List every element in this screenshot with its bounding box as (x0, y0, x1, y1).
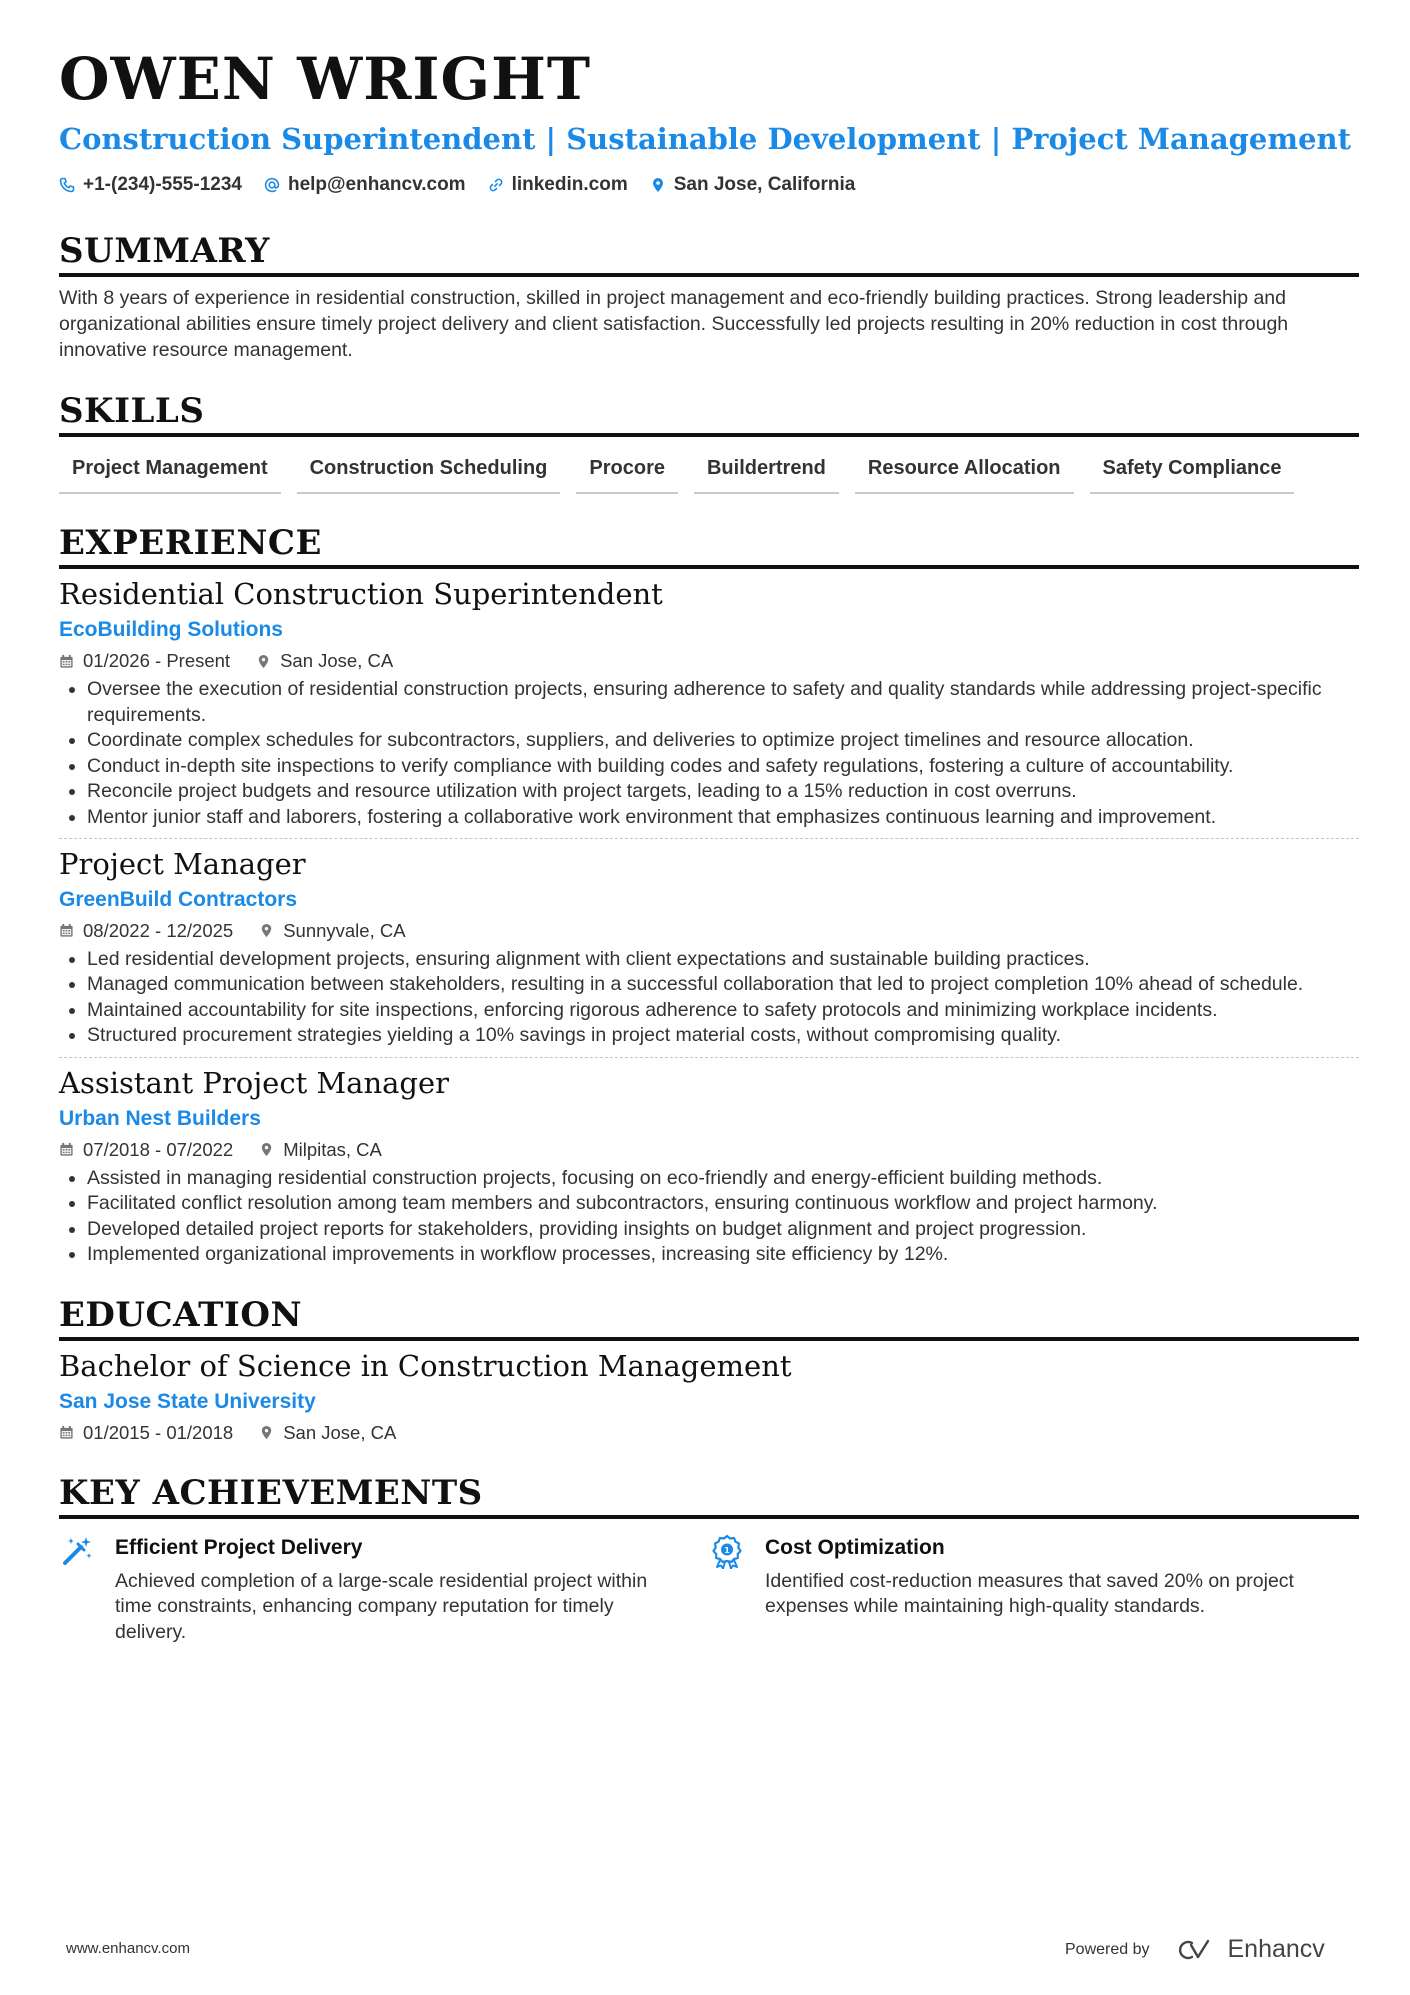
experience-entry (59, 1066, 1359, 1268)
bullet-item: • Managed communication between stakeholders, resulting in a successful collaboration that led to project completion 10% ahead of schedule. (87, 972, 1359, 998)
map-pin-icon (259, 1142, 274, 1157)
job-dates-text: 08/2022 - 12/2025 (83, 919, 234, 941)
experience-entry (59, 847, 1359, 1058)
skill-tag: Buildertrend (694, 447, 839, 494)
job-title: Project Manager (59, 847, 306, 882)
enhancv-logo[interactable] (1174, 1935, 1325, 1964)
skills-section (59, 392, 1359, 494)
skill-tag: Resource Allocation (855, 447, 1074, 494)
section-title-skills: SKILLS (59, 392, 1359, 437)
map-pin-icon (259, 1425, 274, 1440)
link-icon (488, 177, 504, 193)
job-title: Assistant Project Manager (59, 1065, 449, 1100)
calendar-icon (59, 923, 74, 938)
job-dates (59, 1139, 233, 1161)
achievement-description: Identified cost-reduction measures that saved 20% on project expenses while maintaining high-quality standards. (765, 1569, 1294, 1618)
job-dates-text: 07/2018 - 07/2022 (83, 1138, 234, 1160)
footer-website[interactable]: www.enhancv.com (66, 1940, 190, 1957)
education-meta (59, 1422, 1359, 1444)
skill-tag: Project Management (59, 447, 281, 494)
achievement-title: Cost Optimization (765, 1535, 945, 1559)
phone-icon (59, 177, 75, 193)
headline: Construction Superintendent | Sustainable Development | Project Management (59, 122, 1352, 156)
footer-branding (1065, 1935, 1325, 1964)
school-name: San Jose State University (59, 1389, 316, 1413)
section-title-achievements: KEY ACHIEVEMENTS (59, 1474, 1359, 1519)
achievement-item (59, 1533, 709, 1646)
bullet-item: • Developed detailed project reports for stakeholders, providing insights on budget alignment and project progression. (87, 1217, 1359, 1243)
linkedin-text: linkedin.com (511, 174, 628, 195)
contact-location (650, 174, 856, 196)
degree-title: Bachelor of Science in Construction Management (59, 1348, 792, 1383)
bullet-item: • Assisted in managing residential construction projects, focusing on eco-friendly and energy-efficient building methods. (87, 1166, 1359, 1192)
brand-name: Enhancv (1227, 1935, 1325, 1963)
education-dates-text: 01/2015 - 01/2018 (83, 1421, 234, 1443)
resume-page (59, 45, 1359, 1645)
bullet-item: • Mentor junior staff and laborers, fostering a collaborative work environment that emphasizes continuous learning and improvement. (87, 805, 1359, 831)
bullet-item: • Led residential development projects, ensuring alignment with client expectations and sustainable building practices. (87, 947, 1359, 973)
map-pin-icon (256, 654, 271, 669)
job-location (259, 920, 405, 942)
svg-text:1: 1 (724, 1545, 730, 1555)
candidate-name: OWEN WRIGHT (59, 45, 592, 113)
summary-section (59, 232, 1359, 363)
contact-email[interactable] (264, 174, 466, 196)
location-text: San Jose, California (673, 174, 856, 195)
section-title-education: EDUCATION (59, 1296, 1359, 1341)
contact-phone[interactable] (59, 174, 242, 196)
job-location-text: Milpitas, CA (283, 1138, 382, 1160)
at-icon (264, 177, 280, 193)
bullet-item: • Implemented organizational improvements in workflow processes, increasing site efficiency by 12%. (87, 1242, 1359, 1268)
section-title-experience: EXPERIENCE (59, 524, 1359, 569)
job-location (256, 650, 393, 672)
wand-icon (59, 1533, 95, 1569)
experience-entry (59, 577, 1359, 839)
bullet-item: • Structured procurement strategies yielding a 10% savings in project material costs, without compromising quality. (87, 1023, 1359, 1049)
job-dates-text: 01/2026 - Present (83, 650, 231, 672)
map-pin-icon (259, 923, 274, 938)
company-name: EcoBuilding Solutions (59, 618, 283, 642)
achievements-section (59, 1474, 1359, 1646)
bullet-item: • Reconcile project budgets and resource utilization with project targets, leading to a 15% reduction in cost overruns. (87, 779, 1359, 805)
education-location (259, 1422, 396, 1444)
entry-divider (59, 1057, 1359, 1058)
section-title-summary: SUMMARY (59, 232, 1359, 277)
education-section (59, 1296, 1359, 1444)
phone-text: +1-(234)-555-1234 (83, 174, 242, 195)
contact-bar (59, 174, 1359, 196)
bullet-item: • Oversee the execution of residential construction projects, ensuring adherence to safety and quality standards while addressing project-specific requirements. (87, 677, 1359, 728)
skill-tag: Safety Compliance (1090, 447, 1295, 494)
job-bullets (59, 1166, 1359, 1268)
bullet-item: • Conduct in-depth site inspections to verify compliance with building codes and safety regulations, fostering a culture of accountability. (87, 754, 1359, 780)
job-title: Residential Construction Superintendent (59, 577, 663, 612)
entry-divider (59, 838, 1359, 839)
bullet-item: • Facilitated conflict resolution among team members and subcontractors, ensuring continuous workflow and project harmony. (87, 1191, 1359, 1217)
award-badge-icon (709, 1533, 745, 1569)
job-bullets (59, 677, 1359, 830)
achievement-description: Achieved completion of a large-scale residential project within time constraints, enhancing company reputation for timely delivery. (115, 1569, 648, 1643)
email-text: help@enhancv.com (287, 174, 466, 195)
job-meta (59, 650, 1359, 672)
bullet-item: • Maintained accountability for site inspections, enforcing rigorous adherence to safety protocols and minimizing workplace incidents. (87, 998, 1359, 1024)
company-name: GreenBuild Contractors (59, 887, 298, 911)
education-location-text: San Jose, CA (283, 1421, 397, 1443)
job-location-text: Sunnyvale, CA (283, 919, 406, 941)
company-name: Urban Nest Builders (59, 1106, 261, 1130)
skill-tag: Construction Scheduling (297, 447, 561, 494)
enhancv-logo-icon (1174, 1937, 1220, 1963)
job-dates (59, 920, 233, 942)
job-dates (59, 650, 230, 672)
powered-by-label: Powered by (1065, 1940, 1150, 1958)
job-location-text: San Jose, CA (280, 650, 394, 672)
education-dates (59, 1422, 233, 1444)
calendar-icon (59, 654, 74, 669)
experience-section (59, 524, 1359, 1267)
achievement-title: Efficient Project Delivery (115, 1535, 363, 1559)
calendar-icon (59, 1142, 74, 1157)
map-pin-icon (650, 177, 666, 193)
skills-list (59, 447, 1359, 494)
job-meta (59, 1139, 1359, 1161)
achievements-grid (59, 1533, 1359, 1646)
job-bullets (59, 947, 1359, 1049)
achievement-item (709, 1533, 1359, 1646)
summary-text: With 8 years of experience in residential construction, skilled in project management and eco-friendly building practices. Strong leadership and organizational abilities ensure timely project delivery and client satisfaction. Successfully led projects resulting in 20% reduction in cost through innovative resource management. (59, 287, 1289, 362)
job-location (259, 1139, 382, 1161)
contact-linkedin[interactable] (488, 174, 628, 196)
job-meta (59, 920, 1359, 942)
bullet-item: • Coordinate complex schedules for subcontractors, suppliers, and deliveries to optimize project timelines and resource allocation. (87, 728, 1359, 754)
calendar-icon (59, 1425, 74, 1440)
skill-tag: Procore (576, 447, 678, 494)
